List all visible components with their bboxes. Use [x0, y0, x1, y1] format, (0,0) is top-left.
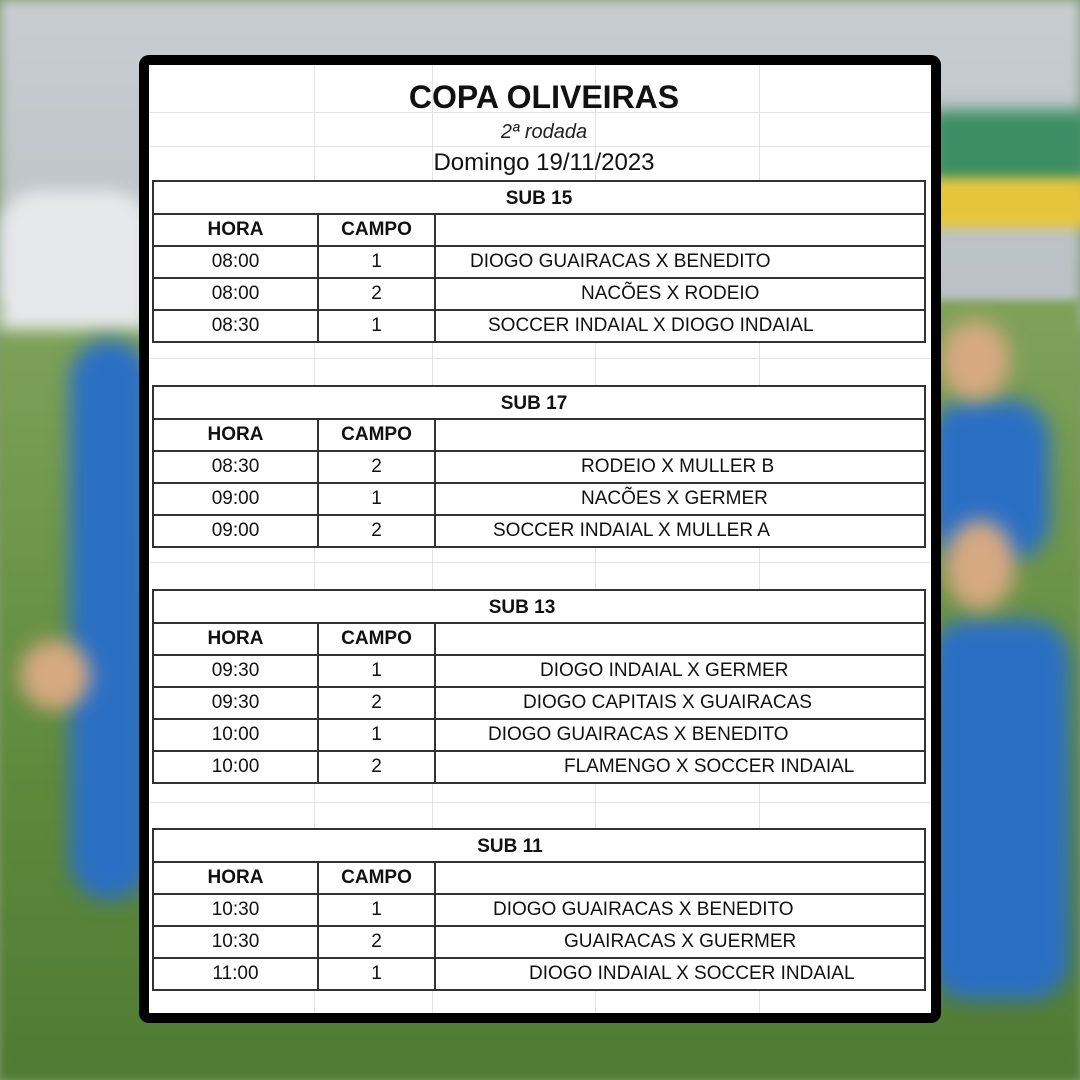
player-figure-left	[70, 340, 150, 900]
hora-cell: 08:00	[153, 278, 318, 310]
section-sub11	[152, 828, 926, 991]
match-text: NACÕES X RODEIO	[581, 283, 760, 304]
campo-cell: 2	[318, 687, 435, 719]
campo-cell: 1	[318, 483, 435, 515]
hora-cell: 10:00	[153, 719, 318, 751]
table-row	[153, 958, 925, 990]
section-title: SUB 15	[152, 180, 926, 213]
games-table	[152, 622, 926, 784]
match-cell	[435, 451, 925, 483]
player-figure-right-bottom	[930, 620, 1070, 1000]
match-cell	[435, 719, 925, 751]
match-cell	[435, 958, 925, 990]
schedule-paper	[149, 65, 931, 1013]
table-row	[153, 719, 925, 751]
match-header	[435, 862, 925, 894]
match-cell	[435, 246, 925, 278]
match-header	[435, 623, 925, 655]
match-text: SOCCER INDAIAL X DIOGO INDAIAL	[488, 315, 814, 336]
campo-cell: 1	[318, 655, 435, 687]
match-text: SOCCER INDAIAL X MULLER A	[493, 520, 770, 541]
games-table	[152, 861, 926, 991]
table-row	[153, 926, 925, 958]
match-text: DIOGO GUAIRACAS X BENEDITO	[493, 899, 794, 920]
header-row	[153, 419, 925, 451]
campo-cell: 1	[318, 894, 435, 926]
hora-cell: 08:30	[153, 451, 318, 483]
match-text: RODEIO X MULLER B	[581, 456, 775, 477]
section-title: SUB 13	[152, 589, 926, 622]
hora-cell: 10:30	[153, 894, 318, 926]
campo-cell: 2	[318, 751, 435, 783]
table-row	[153, 451, 925, 483]
match-header	[435, 214, 925, 246]
table-row	[153, 894, 925, 926]
campo-cell: 1	[318, 719, 435, 751]
hora-header: HORA	[153, 623, 318, 655]
table-row	[153, 483, 925, 515]
white-tent	[0, 190, 150, 330]
hora-cell: 08:30	[153, 310, 318, 342]
grid-line	[149, 802, 931, 803]
campo-cell: 2	[318, 278, 435, 310]
match-text: NACÕES X GERMER	[581, 488, 768, 509]
match-text: DIOGO GUAIRACAS X BENEDITO	[488, 724, 789, 745]
match-cell	[435, 278, 925, 310]
campo-cell: 1	[318, 958, 435, 990]
player-face-right-bottom	[945, 520, 1015, 610]
round-subtitle: 2ª rodada	[500, 121, 588, 143]
campo-header: CAMPO	[318, 214, 435, 246]
match-cell	[435, 926, 925, 958]
campo-cell: 2	[318, 451, 435, 483]
campo-cell: 2	[318, 515, 435, 547]
campo-header: CAMPO	[318, 623, 435, 655]
hora-cell: 10:00	[153, 751, 318, 783]
campo-cell: 1	[318, 310, 435, 342]
grid-line	[149, 562, 931, 563]
match-text: DIOGO INDAIAL X SOCCER INDAIAL	[529, 963, 855, 984]
section-sub13	[152, 589, 926, 784]
match-cell	[435, 751, 925, 783]
hora-header: HORA	[153, 214, 318, 246]
section-title: SUB 17	[152, 385, 926, 418]
match-cell	[435, 655, 925, 687]
table-row	[153, 310, 925, 342]
table-row	[153, 687, 925, 719]
section-title: SUB 11	[152, 828, 926, 861]
grid-line	[149, 358, 931, 359]
section-sub17	[152, 385, 926, 548]
match-text: GUAIRACAS X GUERMER	[564, 931, 797, 952]
campo-cell: 2	[318, 926, 435, 958]
campo-cell: 1	[318, 246, 435, 278]
match-cell	[435, 687, 925, 719]
table-row	[153, 655, 925, 687]
hora-cell: 09:00	[153, 483, 318, 515]
hora-cell: 09:30	[153, 655, 318, 687]
header-row	[153, 214, 925, 246]
hora-header: HORA	[153, 419, 318, 451]
player-face-right-top	[940, 320, 1010, 400]
table-row	[153, 278, 925, 310]
tournament-title: COPA OLIVEIRAS	[408, 79, 680, 115]
match-text: FLAMENGO X SOCCER INDAIAL	[564, 756, 855, 777]
grid-line	[149, 146, 931, 147]
match-date: Domingo 19/11/2023	[433, 149, 655, 176]
hora-cell: 11:00	[153, 958, 318, 990]
hora-cell: 09:30	[153, 687, 318, 719]
match-text: DIOGO CAPITAIS X GUAIRACAS	[523, 692, 812, 713]
match-cell	[435, 310, 925, 342]
table-row	[153, 751, 925, 783]
match-cell	[435, 483, 925, 515]
hora-cell: 09:00	[153, 515, 318, 547]
match-text: DIOGO GUAIRACAS X BENEDITO	[470, 251, 771, 272]
hora-cell: 10:30	[153, 926, 318, 958]
table-row	[153, 515, 925, 547]
match-text: DIOGO INDAIAL X GERMER	[540, 660, 789, 681]
header-row	[153, 862, 925, 894]
player-arm-left	[20, 640, 90, 710]
campo-header: CAMPO	[318, 862, 435, 894]
campo-header: CAMPO	[318, 419, 435, 451]
schedule-sheet	[139, 55, 941, 1023]
header-row	[153, 623, 925, 655]
hora-cell: 08:00	[153, 246, 318, 278]
section-sub15	[152, 180, 926, 343]
yellow-tent-banner	[930, 178, 1080, 228]
games-table	[152, 213, 926, 343]
match-header	[435, 419, 925, 451]
games-table	[152, 418, 926, 548]
table-row	[153, 246, 925, 278]
match-cell	[435, 515, 925, 547]
match-cell	[435, 894, 925, 926]
hora-header: HORA	[153, 862, 318, 894]
